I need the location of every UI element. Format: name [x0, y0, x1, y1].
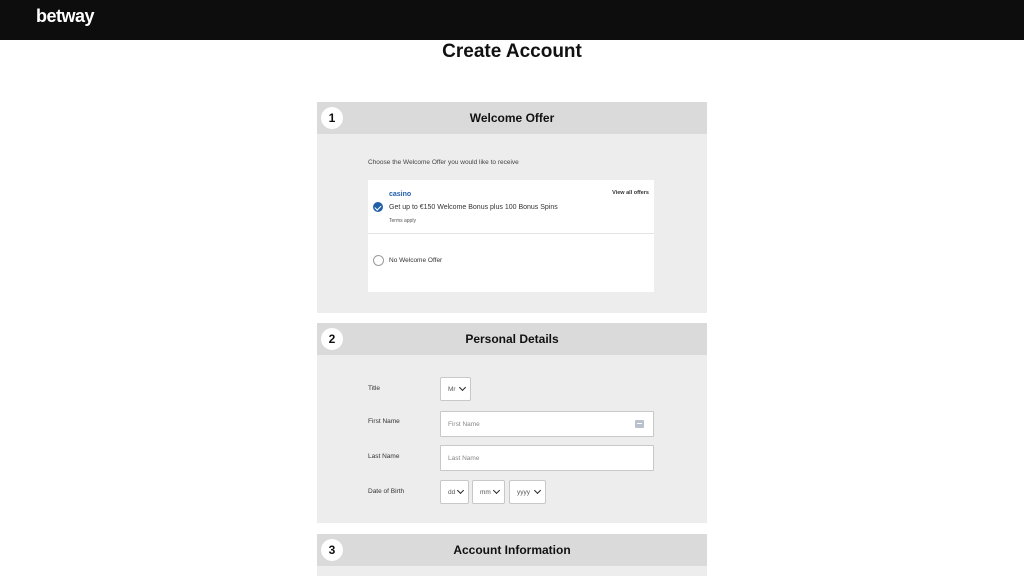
- personal-details-section: [317, 323, 707, 523]
- chevron-down-icon: [534, 487, 541, 494]
- last-name-input[interactable]: [440, 445, 654, 471]
- section-title: Personal Details: [465, 332, 559, 346]
- dob-day-select[interactable]: [440, 480, 469, 504]
- dob-year-value: yyyy: [517, 489, 530, 496]
- autofill-icon[interactable]: [635, 420, 644, 428]
- chevron-down-icon: [459, 384, 466, 391]
- dob-day-value: dd: [448, 489, 456, 496]
- step-number: 1: [321, 107, 343, 129]
- last-name-label: Last Name: [368, 453, 400, 460]
- top-bar: [0, 0, 1024, 40]
- offer-terms[interactable]: Terms apply: [389, 218, 416, 224]
- chevron-down-icon: [493, 487, 500, 494]
- date-of-birth-label: Date of Birth: [368, 488, 405, 495]
- radio-icon[interactable]: [373, 255, 384, 266]
- section-title: Account Information: [453, 543, 571, 557]
- section-title: Welcome Offer: [469, 111, 555, 125]
- dob-month-select[interactable]: [472, 480, 505, 504]
- first-name-placeholder: First Name: [448, 421, 480, 428]
- step-number: 2: [321, 328, 343, 350]
- first-name-input[interactable]: [440, 411, 654, 437]
- offer-list: [368, 180, 654, 292]
- title-label: Title: [368, 385, 381, 392]
- step-number: 3: [321, 539, 343, 561]
- section-header[interactable]: [317, 323, 707, 355]
- offer-brand: casino: [389, 191, 412, 198]
- section-header[interactable]: [317, 534, 707, 566]
- last-name-placeholder: Last Name: [448, 455, 480, 462]
- offer-description: Get up to €150 Welcome Bonus plus 100 Bonus Spins: [389, 204, 558, 211]
- dob-year-select[interactable]: [509, 480, 546, 504]
- checked-radio-icon[interactable]: [373, 202, 383, 212]
- no-offer-label: No Welcome Offer: [389, 257, 443, 264]
- view-all-offers-link[interactable]: View all offers: [612, 190, 649, 196]
- welcome-offer-section: [317, 102, 707, 313]
- betway-logo[interactable]: betway: [36, 6, 95, 26]
- account-information-section: [317, 534, 707, 576]
- chevron-down-icon: [457, 487, 464, 494]
- title-select[interactable]: [440, 377, 471, 401]
- first-name-label: First Name: [368, 418, 400, 425]
- offer-intro-text: Choose the Welcome Offer you would like to receive: [368, 159, 519, 166]
- title-value: Mr: [448, 386, 456, 393]
- dob-month-value: mm: [480, 489, 491, 496]
- divider: [368, 233, 654, 234]
- section-header[interactable]: [317, 102, 707, 134]
- page-title: Create Account: [442, 41, 582, 62]
